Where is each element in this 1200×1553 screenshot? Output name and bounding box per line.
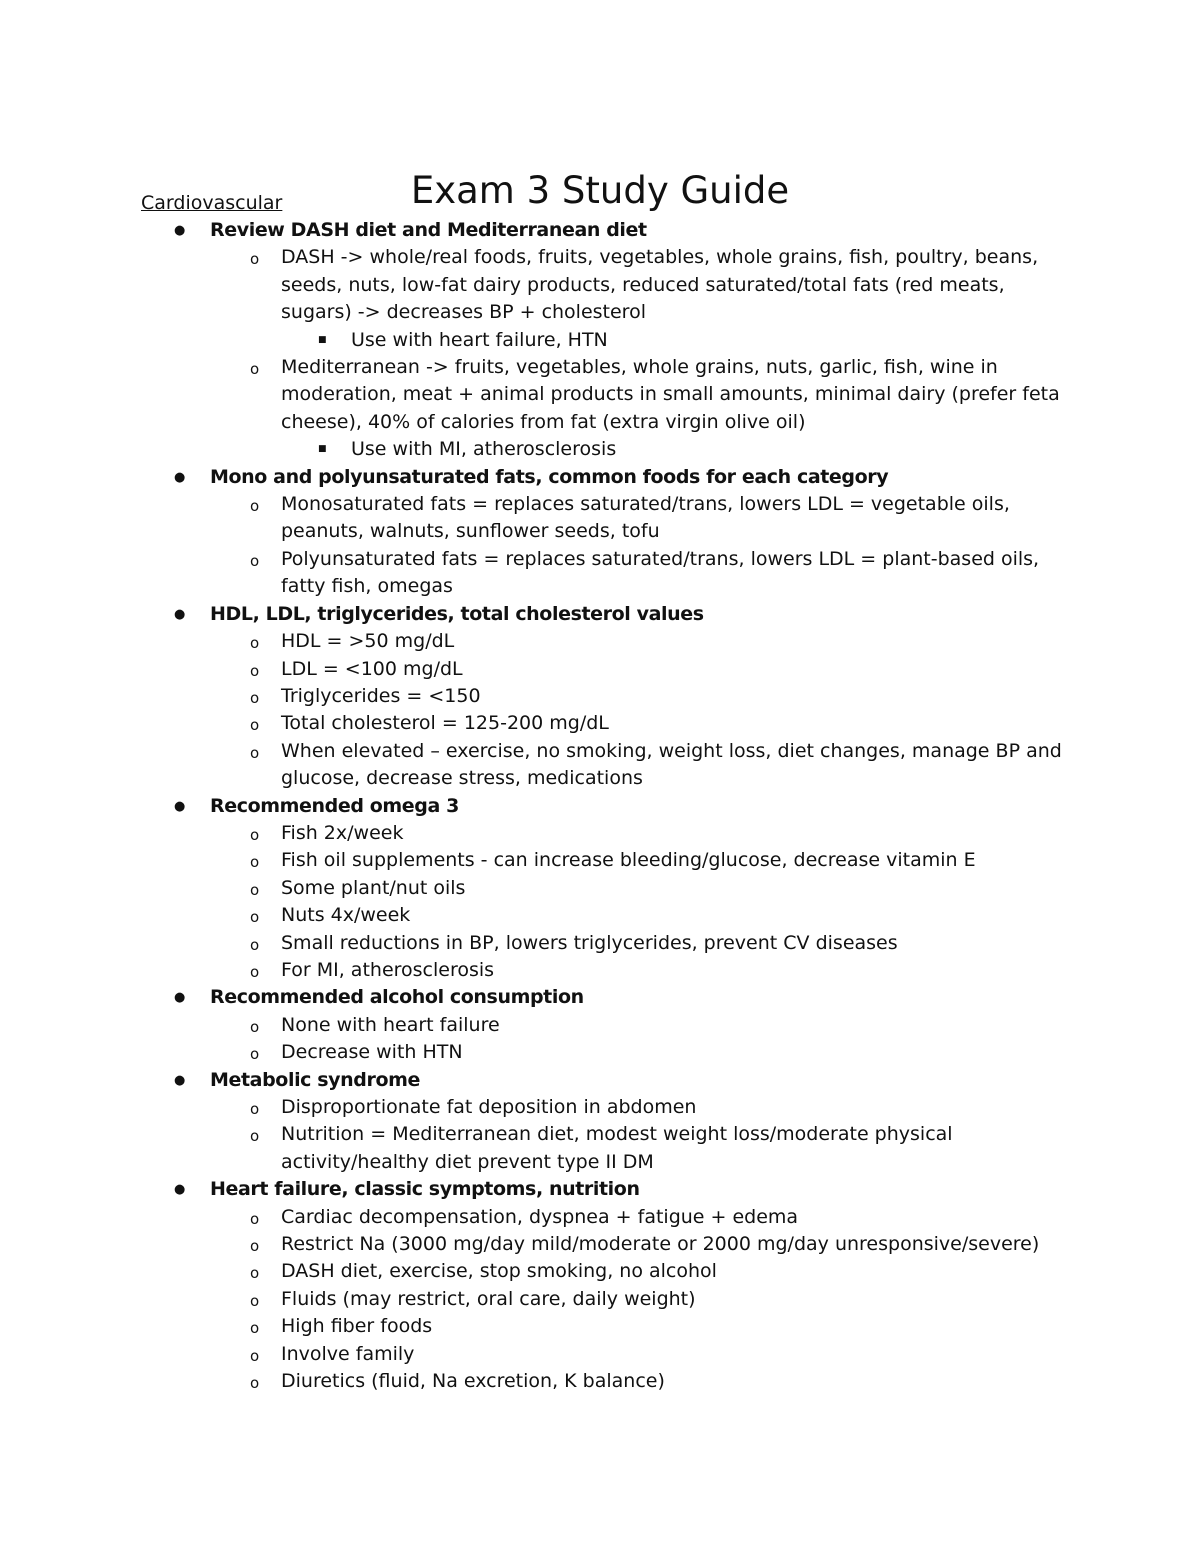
list-item [0, 875, 1200, 902]
bullet-marker-icon: o [250, 935, 260, 954]
list-item [0, 1368, 1200, 1395]
bullet-marker-icon: o [250, 1374, 260, 1393]
bullet-marker-icon: ● [174, 990, 185, 1006]
page-title: Exam 3 Study Guide [410, 168, 790, 212]
list-item [0, 1313, 1200, 1340]
list-item [0, 628, 1200, 655]
bullet-marker-icon: o [250, 551, 260, 570]
bullet-marker-icon: o [250, 716, 260, 735]
list-item-text: Nutrition = Mediterranean diet, modest weight loss/moderate physical activity/healthy diet prevent type II DM [281, 1123, 953, 1173]
list-item-text: DASH -> whole/real foods, fruits, vegetables, whole grains, fish, poultry, beans, seeds, nuts, low-fat dairy products, reduced saturated/total fats (red meats, sugars) -> decreases BP + cholesterol [281, 246, 1039, 324]
bullet-marker-icon: o [250, 1045, 260, 1064]
list-item [0, 683, 1200, 710]
list-item [0, 1231, 1200, 1258]
list-item-text: Triglycerides = <150 [281, 684, 481, 707]
list-item [0, 354, 1200, 436]
list-item-text: Nuts 4x/week [281, 904, 411, 927]
list-item-text: Diuretics (fluid, Na excretion, K balance) [281, 1370, 665, 1393]
list-item-text: Polyunsaturated fats = replaces saturated/trans, lowers LDL = plant-based oils, fatty fish, omegas [281, 547, 1040, 598]
list-item [0, 1012, 1200, 1039]
list-item [0, 738, 1200, 793]
bullet-marker-icon: o [250, 853, 260, 872]
list-item-text: Fluids (may restrict, oral care, daily weight) [281, 1287, 696, 1310]
list-item [0, 847, 1200, 874]
list-item [0, 1286, 1200, 1313]
section-heading: Cardiovascular [141, 192, 283, 214]
list-item [0, 1341, 1200, 1368]
bullet-marker-icon: o [250, 497, 260, 516]
list-item [0, 1258, 1200, 1285]
sub-list-item-text: Use with heart failure, HTN [351, 328, 608, 351]
list-item [0, 957, 1200, 984]
bullet-marker-icon: o [250, 825, 260, 844]
list-item-text: When elevated – exercise, no smoking, weight loss, diet changes, manage BP and glucose, decrease stress, medications [281, 739, 1062, 790]
list-item [0, 1094, 1200, 1121]
sub-list-item-text: Use with MI, atherosclerosis [351, 438, 617, 461]
bullet-marker-icon: o [250, 661, 260, 680]
topic-heading-text: HDL, LDL, triglycerides, total cholesterol values [210, 602, 704, 625]
list-item [0, 1204, 1200, 1231]
bullet-marker-icon: o [250, 908, 260, 927]
bullet-marker-icon: ● [174, 223, 185, 238]
list-item-text: Cardiac decompensation, dyspnea + fatigue + edema [281, 1205, 799, 1228]
bullet-marker-icon: o [250, 634, 260, 653]
topic-heading [0, 464, 1200, 491]
bullet-marker-icon: o [250, 1264, 260, 1283]
topic-heading-text: Metabolic syndrome [210, 1068, 420, 1091]
list-item [0, 930, 1200, 957]
list-item [0, 1039, 1200, 1066]
list-item-text: HDL = >50 mg/dL [281, 630, 455, 653]
list-item-text: Restrict Na (3000 mg/day mild/moderate or 2000 mg/day unresponsive/severe) [281, 1233, 1040, 1256]
list-item [0, 546, 1200, 601]
list-item-text: For MI, atherosclerosis [281, 958, 495, 981]
topic-heading [0, 217, 1200, 244]
bullet-marker-icon: o [250, 1209, 260, 1228]
bullet-marker-icon: o [250, 1127, 260, 1146]
bullet-marker-icon: o [250, 962, 260, 981]
bullet-marker-icon: o [250, 1017, 260, 1036]
bullet-marker-icon: o [250, 688, 260, 707]
list-item-text: DASH diet, exercise, stop smoking, no alcohol [281, 1260, 717, 1283]
list-item-text: Monosaturated fats = replaces saturated/trans, lowers LDL = vegetable oils, peanuts, walnuts, sunflower seeds, tofu [281, 493, 1010, 543]
bullet-marker-icon: o [250, 360, 260, 379]
topic-heading-text: Review DASH diet and Mediterranean diet [210, 219, 647, 241]
bullet-marker-icon: ■ [318, 444, 327, 455]
list-item-text: Fish 2x/week [281, 821, 404, 844]
sub-list-item [0, 327, 1200, 354]
list-item [0, 1121, 1200, 1176]
topic-heading [0, 793, 1200, 820]
topic-heading-text: Recommended alcohol consumption [210, 986, 584, 1009]
bullet-marker-icon: o [250, 1291, 260, 1310]
bullet-marker-icon: ● [174, 1072, 185, 1088]
list-item-text: Small reductions in BP, lowers triglycerides, prevent CV diseases [281, 931, 898, 954]
list-item-text: Disproportionate fat deposition in abdomen [281, 1096, 697, 1118]
list-item-text: Mediterranean -> fruits, vegetables, whole grains, nuts, garlic, fish, wine in moderation, meat + animal products in small amounts, minimal dairy (prefer feta cheese), 40% of calories from fat (extra virgin olive oil) [281, 356, 1060, 433]
topic-heading-text: Recommended omega 3 [210, 794, 459, 817]
bullet-marker-icon: o [250, 1319, 260, 1338]
list-item [0, 710, 1200, 737]
topic-heading-text: Mono and polyunsaturated fats, common foods for each category [210, 465, 889, 488]
bullet-marker-icon: ● [174, 1182, 185, 1198]
bullet-marker-icon: o [250, 1100, 260, 1118]
list-item-text: Fish oil supplements - can increase bleeding/glucose, decrease vitamin E [281, 849, 976, 872]
bullet-marker-icon: ● [174, 798, 185, 814]
list-item [0, 244, 1200, 326]
topic-heading [0, 1067, 1200, 1094]
bullet-marker-icon: ● [174, 606, 185, 622]
list-item [0, 820, 1200, 847]
topic-heading [0, 1176, 1200, 1203]
bullet-marker-icon: o [250, 250, 260, 269]
bullet-marker-icon: o [250, 743, 260, 762]
list-item [0, 491, 1200, 546]
topic-heading [0, 601, 1200, 628]
list-item-text: LDL = <100 mg/dL [281, 657, 463, 680]
bullet-marker-icon: o [250, 1346, 260, 1365]
list-item-text: Some plant/nut oils [281, 876, 466, 899]
bullet-marker-icon: o [250, 1237, 260, 1256]
list-item-text: High fiber foods [281, 1315, 433, 1338]
topic-heading-text: Heart failure, classic symptoms, nutrition [210, 1178, 640, 1201]
bullet-marker-icon: o [250, 880, 260, 899]
bullet-marker-icon: ■ [318, 334, 327, 345]
outline-list [0, 217, 1200, 1395]
list-item-text: None with heart failure [281, 1013, 500, 1036]
list-item [0, 656, 1200, 683]
list-item-text: Total cholesterol = 125-200 mg/dL [281, 712, 609, 735]
list-item [0, 902, 1200, 929]
sub-list-item [0, 436, 1200, 463]
list-item-text: Decrease with HTN [281, 1041, 463, 1064]
topic-heading [0, 984, 1200, 1011]
bullet-marker-icon: ● [174, 469, 185, 485]
list-item-text: Involve family [281, 1342, 415, 1365]
